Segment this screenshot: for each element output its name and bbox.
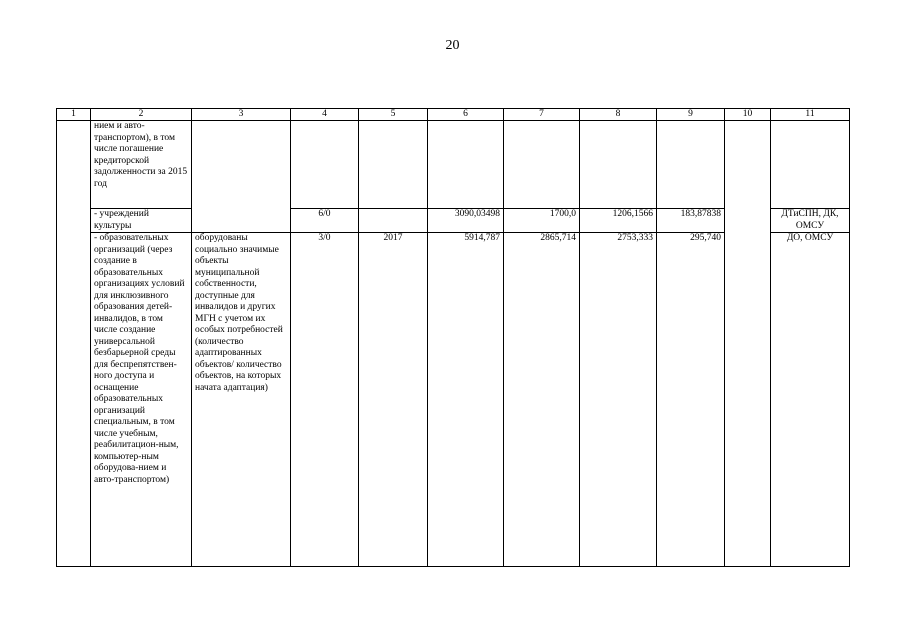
program-table xyxy=(56,108,850,567)
page-number: 20 xyxy=(445,38,460,53)
header-cell: 11 xyxy=(771,109,850,121)
header-cell: 1 xyxy=(57,109,91,121)
table-cell xyxy=(657,121,725,209)
table-cell xyxy=(192,121,291,209)
table-cell xyxy=(57,209,91,233)
table-cell xyxy=(580,121,657,209)
table-row-continuation xyxy=(57,121,850,209)
culture-total: 3090,03498 xyxy=(428,209,504,233)
culture-col8: 1206,1566 xyxy=(580,209,657,233)
education-year: 2017 xyxy=(359,233,428,567)
header-cell: 10 xyxy=(725,109,771,121)
header-cell: 8 xyxy=(580,109,657,121)
table-cell xyxy=(57,233,91,567)
header-cell: 6 xyxy=(428,109,504,121)
header-cell: 7 xyxy=(504,109,580,121)
culture-col9: 183,87838 xyxy=(657,209,725,233)
education-col8: 2753,333 xyxy=(580,233,657,567)
header-cell: 2 xyxy=(91,109,192,121)
table-cell xyxy=(192,209,291,233)
education-col9: 295,740 xyxy=(657,233,725,567)
education-total: 5914,787 xyxy=(428,233,504,567)
table-cell xyxy=(725,121,771,567)
table-cell xyxy=(359,121,428,209)
culture-responsible: ДТиСПН, ДК, ОМСУ xyxy=(771,209,850,233)
header-cell: 5 xyxy=(359,109,428,121)
header-cell: 3 xyxy=(192,109,291,121)
culture-col7: 1700,0 xyxy=(504,209,580,233)
education-col7: 2865,714 xyxy=(504,233,580,567)
header-cell: 4 xyxy=(291,109,359,121)
table-cell xyxy=(771,121,850,209)
header-cell: 9 xyxy=(657,109,725,121)
table-cell xyxy=(57,121,91,209)
table-header-row xyxy=(57,109,850,121)
culture-objects-count: 6/0 xyxy=(291,209,359,233)
table-cell xyxy=(504,121,580,209)
education-objects-count: 3/0 xyxy=(291,233,359,567)
culture-description: - учреждений культуры xyxy=(91,209,192,233)
table-cell xyxy=(359,209,428,233)
table-cell xyxy=(291,121,359,209)
education-description: - образовательных организаций (через создание в образовательных организациях условий для инклюзивного образования детей-инвалидов, в том числе создание универсальной безбарьерной среды для беспрепятствен-ного доступа и оснащение образовательных организаций специальным, в том числе учебным, реабилитацион-ным, компьютер-ным оборудова-нием и авто-транспортом) xyxy=(91,233,192,567)
education-indicator: оборудованы социально значимые объекты муниципальной собственности, доступные для инвалидов и других МГН с учетом их особых потребностей (количество адаптированных объектов/ количество объектов, на которых начата адаптация) xyxy=(192,233,291,567)
row-continuation-description: нием и авто-транспортом), в том числе погашение кредиторской задолженности за 2015 год xyxy=(91,121,192,209)
table-cell xyxy=(428,121,504,209)
education-responsible: ДО, ОМСУ xyxy=(771,233,850,567)
